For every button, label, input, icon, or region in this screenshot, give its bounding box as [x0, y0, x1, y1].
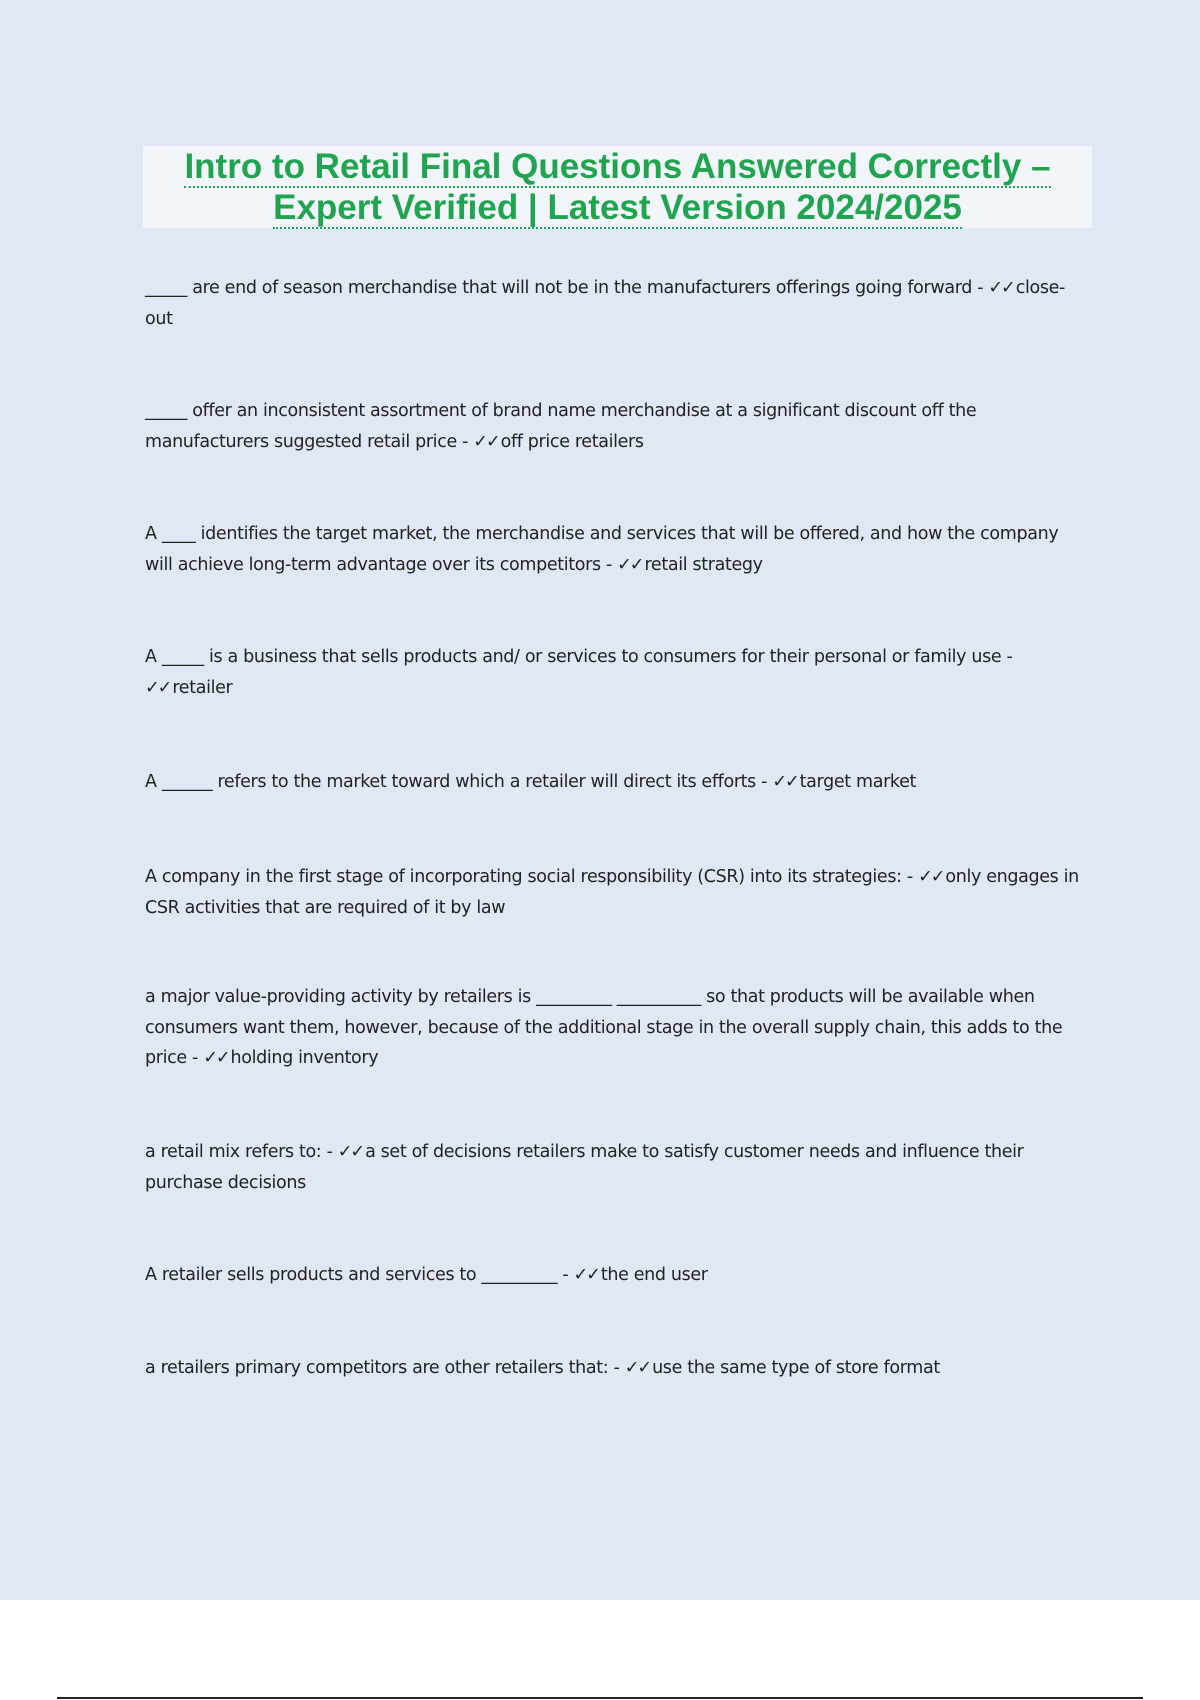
question-text: _____ offer an inconsistent assortment of brand name merchandise at a significant discount off the manufacturers suggested retail price — [145, 401, 982, 452]
answer-text: the end user — [600, 1265, 708, 1285]
answer-text: retailer — [172, 677, 233, 698]
checkmark-icon: ✓✓ — [624, 1358, 651, 1378]
checkmark-icon: ✓✓ — [573, 1265, 599, 1285]
qa-item — [145, 396, 1090, 457]
checkmark-icon: ✓✓ — [473, 431, 499, 452]
checkmark-icon: ✓✓ — [988, 278, 1014, 298]
answer-text: holding inventory — [230, 1048, 379, 1068]
answer-text: a set of decisions retailers make to satisfy customer needs and influence their purchase decisions — [145, 1142, 1029, 1193]
qa-item — [145, 862, 1090, 923]
question-text: a retailers primary competitors are other retailers that: — [145, 1358, 609, 1378]
separator: - — [456, 431, 474, 452]
question-text: A _____ is a business that sells products and/ or services to consumers for their personal or family use — [145, 647, 1002, 667]
separator: - — [600, 554, 618, 575]
question-text: A company in the first stage of incorporating social responsibility (CSR) into its strategies: — [145, 867, 902, 887]
qa-item — [145, 1260, 1090, 1291]
question-text: _____ are end of season merchandise that will not be in the manufacturers offerings going forward — [145, 278, 972, 298]
checkmark-icon: ✓✓ — [337, 1142, 364, 1162]
answer-text: off price retailers — [500, 431, 644, 452]
separator: - — [1001, 647, 1018, 667]
qa-item — [145, 1353, 1090, 1384]
separator: - — [608, 1358, 625, 1378]
answer-text: target market — [799, 772, 916, 792]
qa-item — [145, 519, 1090, 580]
question-text: A retailer sells products and services to _________ — [145, 1265, 558, 1285]
question-text: a retail mix refers to: — [145, 1142, 322, 1162]
answer-text: only engages in CSR activities that are required of it by law — [145, 867, 1085, 918]
separator: - — [755, 772, 773, 792]
qa-item — [145, 642, 1090, 703]
answer-text: close-out — [145, 278, 1066, 329]
document-title — [143, 146, 1092, 228]
qa-item — [145, 982, 1090, 1074]
checkmark-icon: ✓✓ — [145, 677, 171, 698]
checkmark-icon: ✓✓ — [617, 554, 643, 575]
separator: - — [186, 1048, 204, 1068]
title-line-1: Intro to Retail Final Questions Answered Correctly – — [184, 147, 1051, 186]
qa-item — [145, 1137, 1090, 1198]
answer-text: use the same type of store format — [652, 1358, 940, 1378]
separator: - — [321, 1142, 338, 1162]
checkmark-icon: ✓✓ — [918, 867, 944, 887]
title-line-2: Expert Verified | Latest Version 2024/2025 — [273, 188, 962, 227]
question-text: A ____ identifies the target market, the merchandise and services that will be offered, and how the company will achieve long-term advantage over its competitors — [145, 524, 1064, 575]
separator: - — [901, 867, 919, 887]
qa-item — [145, 273, 1090, 334]
footer-divider — [57, 1697, 1143, 1699]
checkmark-icon: ✓✓ — [772, 772, 798, 792]
checkmark-icon: ✓✓ — [203, 1048, 229, 1068]
qa-item — [145, 767, 1090, 798]
answer-text: retail strategy — [644, 554, 763, 575]
question-text: A ______ refers to the market toward which a retailer will direct its efforts — [145, 772, 756, 792]
separator: - — [557, 1265, 574, 1285]
question-text: a major value-providing activity by retailers is _________ __________ so that products will be available when consumers want them, however, because of the additional stage in the overall supply chain, this adds to the price — [145, 987, 1068, 1068]
separator: - — [972, 278, 989, 298]
